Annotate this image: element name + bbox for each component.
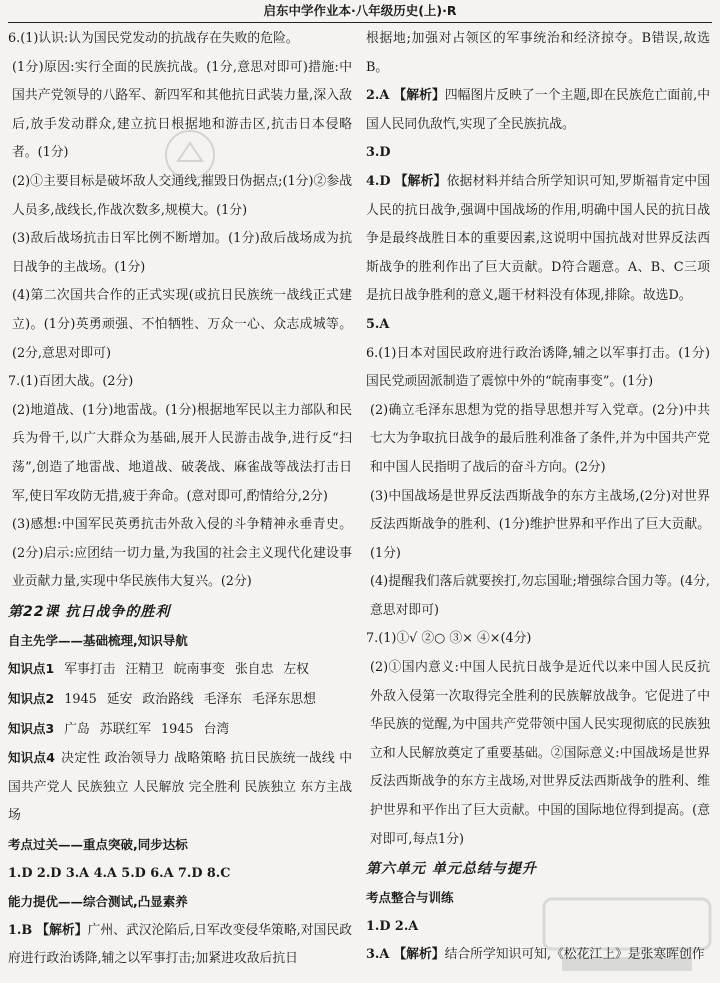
unit-q3: 3.A 【解析】结合所学知识可知,《松花江上》是张寒晖创作	[366, 947, 705, 963]
unit-answers: 1.D 2.A	[366, 918, 419, 934]
kp-label: 知识点4	[8, 750, 55, 766]
q6-2: (2)①主要目标是破坏敌人交通线,摧毁日伪据点;(1分)②参战人员多,战线长,作战次数多,规模大。(1分)	[12, 173, 352, 218]
knowledge-point-2: 知识点2 1945 延安 政治路线 毛泽东 毛泽东思想	[8, 691, 316, 708]
knowledge-point-3: 知识点3 广岛 苏联红军 1945 台湾	[8, 720, 230, 737]
unit-subtitle: 考点整合与训练	[366, 890, 454, 906]
q7-3: (3)感想:中国军民英勇抗击外敌入侵的斗争精神永垂青史。(2分)启示:应团结一切力量,为我国的社会主义现代化建设事业贡献力量,实现中华民族伟大复兴。(2分)	[12, 517, 352, 590]
checkpoint-answers: 1.D 2.D 3.A 4.A 5.D 6.A 7.D 8.C	[8, 865, 231, 881]
ability-q6-1: 6.(1)日本对国民政府进行政治诱降,辅之以军事打击。(1分)国民党顽固派制造了震惊中外的“皖南事变”。(1分)	[366, 345, 710, 390]
kp-label: 知识点2	[8, 691, 55, 707]
section-ability: 能力提优——综合测试,凸显素养	[8, 894, 188, 910]
q6-1: 6.(1)认识:认为国民党发动的抗战存在失败的危险。	[8, 31, 299, 46]
section-self-study: 自主先学——基础梳理,知识导航	[8, 632, 188, 648]
ability-q2: 2.A 【解析】四幅图片反映了一个主题,即在民族危亡面前,中国人民同仇敌忾,实现了全民族抗战。	[366, 88, 710, 132]
kp-label: 知识点1	[8, 661, 55, 677]
kp-label: 知识点3	[8, 720, 55, 736]
section-checkpoint: 考点过关——重点突破,同步达标	[8, 837, 188, 853]
stamp-logo-icon	[160, 125, 220, 185]
q6-1-cont: (1分)原因:实行全面的民族抗战。(1分,意思对即可)措施:中国共产党领导的八路军、新四军和其他抗日武装力量,深入敌后,放手发动群众,建立抗日根据地和游击区,抗击日本侵略者。(1分)	[12, 59, 352, 161]
q7-2: (2)地道战、(1分)地雷战。(1分)根据地军民以主力部队和民兵为骨干,以广大群众为基础,展开人民游击战争,进行反“扫荡”,创造了地雷战、地道战、破袭战、麻雀战等战法打击日军,使日军攻防无措,疲于奔命。(意对即可,酌情给分,2分)	[12, 402, 352, 504]
ability-q7-2: (2)①国内意义:中国人民抗日战争是近代以来中国人民反抗外敌入侵第一次取得完全胜利的民族解放战争。它促进了中华民族的觉醒,为中国共产党带领中国人民实现彻底的民族独立和人民解放奠定了重要基础。②国际意义:中国战场是世界反法西斯战争的东方主战场,对世界反法西斯战争的胜利、维护世界和平作出了巨大贡献。中国的国际地位得到提高。(意对即可,每点1分)	[370, 660, 710, 847]
ability-q7-1: 7.(1)①√ ②○ ③× ④×(4分)	[366, 631, 532, 647]
page-header	[8, 0, 712, 23]
kp4-text: 决定性 政治领导力 战略策略 抗日民族统一战线 中国共产党人 民族独立 人民解放 完全胜利 民族独立 东方主战场	[8, 751, 352, 824]
ability-q5: 5.A	[366, 316, 390, 332]
ability-q6-2: (2)确立毛泽东思想为党的指导思想并写入党章。(2分)中共七大为争取抗日战争的最后胜利准备了条件,并为中国共产党和中国人民指明了战后的奋斗方向。(2分)	[370, 402, 710, 475]
ability-q1-cont: 根据地;加强对占领区的军事统治和经济掠夺。B错误,故选B。	[366, 31, 710, 75]
knowledge-point-4	[8, 744, 352, 831]
unit-title: 第六单元 单元总结与提升	[366, 861, 537, 878]
watermark-logo-icon	[542, 897, 712, 977]
ability-q1: 1.B 【解析】广州、武汉沦陷后,日军改变侵华策略,对国民政府进行政治诱降,辅之以军事打击;加紧进攻敌后抗日	[8, 922, 352, 967]
ability-q6-4: (4)提醒我们落后就要挨打,勿忘国耻;增强综合国力等。(4分,意思对即可)	[370, 574, 710, 618]
q6-3: (3)敌后战场抗击日军比例不断增加。(1分)敌后战场成为抗日战争的主战场。(1分)	[12, 231, 352, 275]
ability-q4: 4.D 【解析】依据材料并结合所学知识可知,罗斯福肯定中国人民的抗日战争,强调中国战场的作用,明确中国人民的抗日战争是最终战胜日本的重要因素,这说明中国抗战对世界反法西斯战争的胜利作出了巨大贡献。D符合题意。A、B、C三项是抗日战争胜利的意义,题干材料没有体现,排除。故选D。	[366, 173, 710, 304]
ability-q3: 3.D	[366, 145, 391, 161]
knowledge-point-1: 知识点1 军事打击 汪精卫 皖南事变 张自忠 左权	[8, 661, 309, 678]
q6-4: (4)第二次国共合作的正式实现(或抗日民族统一战线正式建立)。(1分)英勇顽强、不怕牺牲、万众一心、众志成城等。(2分,意思对即可)	[12, 288, 352, 361]
ability-q6-3: (3)中国战场是世界反法西斯战争的东方主战场,(2分)对世界反法西斯战争的胜利、(1分)维护世界和平作出了巨大贡献。(1分)	[370, 488, 710, 561]
header-title: 启东中学作业本·八年级历史(上)·R	[263, 3, 457, 18]
right-column	[366, 25, 710, 970]
q7-1: 7.(1)百团大战。(2分)	[8, 374, 134, 390]
lesson-title: 第22课 抗日战争的胜利	[8, 603, 171, 620]
